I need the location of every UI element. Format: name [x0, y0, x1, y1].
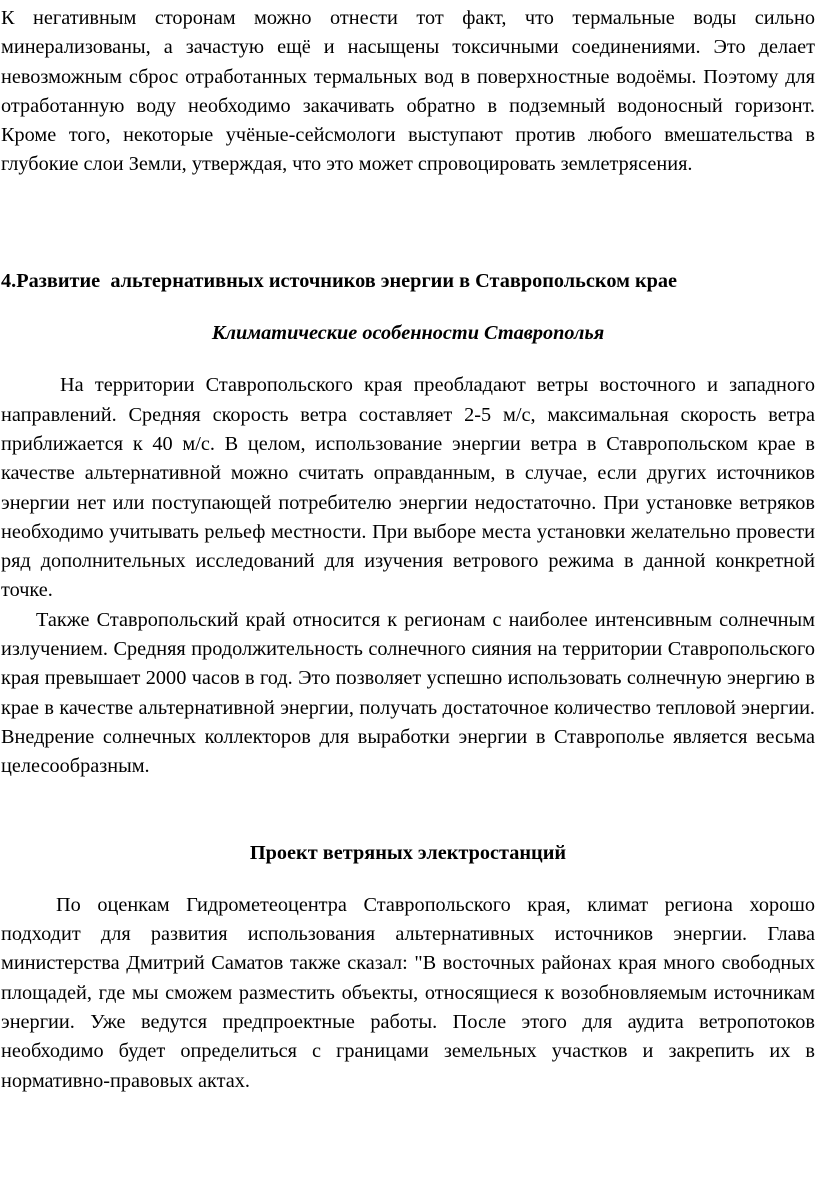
subheading-climate: Климатические особенности Ставрополья — [211, 322, 605, 345]
section-heading: 4.Развитие альтернативных источников энергии в Ставропольском крае — [1, 269, 678, 292]
paragraph-thermal-waters: К негативным сторонам можно отнести тот факт, что термальные воды сильно минерализованы, а зачастую ещё и насыщены токсичными соединениями. Это делает невозможным сброс отработанных термальных вод в поверхностные водоёмы. Поэтому для отработанную воду необходимо закачивать обратно в подземный водоносный горизонт. Кроме того, некоторые учёные-сейсмологи выступают против любого вмешательства в глубокие слои Земли, утверждая, что это может спровоцировать землетрясения. — [1, 7, 815, 176]
paragraph-solar: Также Ставропольский край относится к регионам с наиболее интенсивным солнечным излучением. Средняя продолжительность солнечного сияния на территории Ставропольского края превышает 2000 часов в год. Это позволяет успешно использовать солнечную энергию в крае в качестве альтернативной энергии, получать достаточное количество тепловой энергии. Внедрение солнечных коллекторов для выработки энергии в Ставрополье является весьма целесообразным. — [1, 608, 815, 778]
paragraph-wind: На территории Ставропольского края преобладают ветры восточного и западного направлений. Средняя скорость ветра составляет 2-5 м/с, максимальная скорость ветра приближается к 40 м/с. В целом, использование энергии ветра в Ставропольском крае в качестве альтернативной можно считать оправданным, в случае, если других источников энергии нет или поступающей потребителю энергии недостаточно. При установке ветряков необходимо учитывать рельеф местности. При выборе места установки желательно провести ряд дополнительных исследований для изучения ветрового режима в данной конкретной точке. — [1, 374, 815, 602]
project-heading: Проект ветряных электростанций — [249, 841, 567, 864]
paragraph-wind-project: По оценкам Гидрометеоцентра Ставропольского края, климат региона хорошо подходит для развития использования альтернативных источников энергии. Глава министерства Дмитрий Саматов также сказал: "В восточных районах края много свободных площадей, где мы сможем разместить объекты, относящиеся к возобновляемым источникам энергии. Уже ведутся предпроектные работы. После этого для аудита ветропотоков необходимо будет определиться с границами земельных участков и закрепить их в нормативно-правовых актах. — [1, 893, 815, 1092]
